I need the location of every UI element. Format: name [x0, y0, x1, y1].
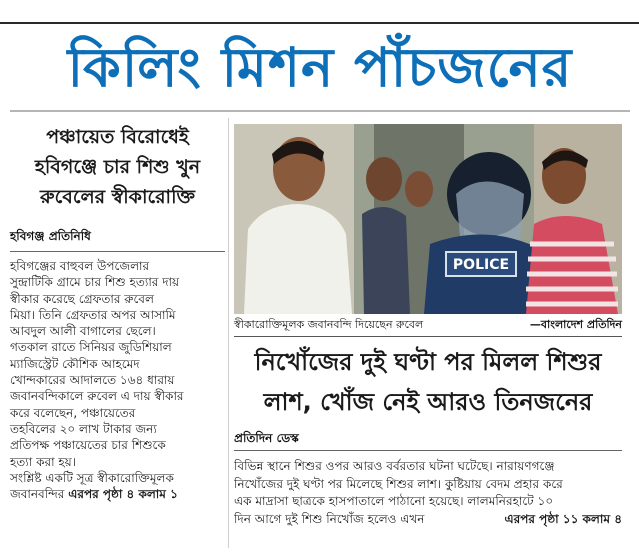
main-headline: কিলিং মিশন পাঁচজনের — [67, 36, 573, 99]
left-headline-line: হবিগঞ্জে চার শিশু খুন — [34, 156, 201, 178]
headline-rule — [10, 110, 630, 112]
byline-rule — [234, 450, 622, 451]
right-headline-line: নিখোঁজের দুই ঘণ্টা পর মিলল শিশুর — [254, 348, 602, 376]
body-line: খোন্দকারের আদালতে ১৬৪ ধারায় — [10, 373, 175, 388]
body-line: প্রতিপক্ষ পঞ্চায়েতের চার শিশুকে — [10, 438, 166, 453]
continued-link[interactable]: এরপর পৃষ্ঠা ১১ কলাম ৪ — [504, 511, 622, 526]
left-headline-line: পঞ্চায়েত বিরোধেই — [46, 126, 189, 148]
body-line: সুন্দ্রাটিকি গ্রামে চার শিশু হত্যার দায় — [10, 275, 180, 290]
body-line: সংশ্লিষ্ট একটি সূত্র স্বীকারোক্তিমূলক — [10, 470, 174, 485]
right-story-byline: প্রতিদিন ডেস্ক — [234, 431, 299, 445]
photo-caption: স্বীকারোক্তিমূলক জবানবন্দি দিয়েছেন রুবেল — [234, 318, 424, 331]
body-last-line — [234, 511, 622, 529]
police-badge-text: POLICE — [452, 257, 510, 273]
body-line: হত্যা করা হয়। — [10, 454, 77, 469]
continued-link[interactable]: এরপর পৃষ্ঠা ৪ কলাম ১ — [68, 487, 178, 502]
column-divider — [228, 118, 229, 548]
body-last-line — [10, 486, 225, 502]
left-story-body — [10, 258, 225, 502]
left-story — [10, 118, 225, 555]
body-line: নিখোঁজের দুই ঘণ্টা পর মিলেছে শিশুর লাশ। কুষ্টিয়ায় বেদম প্রহার করে — [234, 476, 563, 491]
right-story-body — [234, 458, 622, 528]
body-line: আবদুল আলী বাগালের ছেলে। — [10, 324, 156, 339]
left-story-byline: হবিগঞ্জ প্রতিনিধি — [10, 229, 91, 243]
news-photo-image — [234, 124, 622, 314]
photo-credit: —বাংলাদেশ প্রতিদিন — [529, 318, 622, 331]
body-line: জবানবন্দির — [10, 487, 65, 502]
body-line: স্বীকার করেছে গ্রেফতার রুবেল — [10, 291, 154, 306]
body-line: করে বলেছেন, পঞ্চায়েতের — [10, 405, 136, 420]
right-story-headline — [234, 342, 622, 422]
masthead-strip — [0, 0, 639, 24]
right-headline-line: লাশ, খোঁজ নেই আরও তিনজনের — [263, 388, 593, 416]
body-line: জবানবন্দিকালে রুবেল এ দায় স্বীকার — [10, 389, 184, 404]
body-line: মিয়া। তিনি গ্রেফতার অপর আসামি — [10, 307, 176, 322]
body-line: বিভিন্ন স্থানে শিশুর ওপর আরও বর্বরতার ঘটনা ঘটেছে। নারায়ণগঞ্জে — [234, 459, 555, 473]
body-line: গতকাল রাতে সিনিয়র জুডিশিয়াল — [10, 340, 172, 355]
body-line: দিন আগে দুই শিশু নিখোঁজ হলেও এখন — [234, 511, 425, 526]
byline-rule — [10, 251, 225, 252]
body-line: তহবিলের ২০ লাখ টাকার জন্য — [10, 421, 157, 436]
left-headline-line: রুবেলের স্বীকারোক্তি — [40, 186, 195, 208]
caption-rule — [234, 336, 622, 337]
photo-caption-row — [234, 316, 622, 334]
news-photo — [234, 124, 622, 314]
body-line: এক মাদ্রাসা ছাত্রকে হাসপাতালে পাঠানো হয়েছে। লালমনিরহাটে ১০ — [234, 494, 554, 508]
body-line: ম্যাজিস্ট্রেট কৌশিক আহমেদ — [10, 356, 140, 371]
body-line: হবিগঞ্জের বাহুবল উপজেলার — [10, 259, 150, 273]
left-story-headline — [10, 122, 225, 212]
